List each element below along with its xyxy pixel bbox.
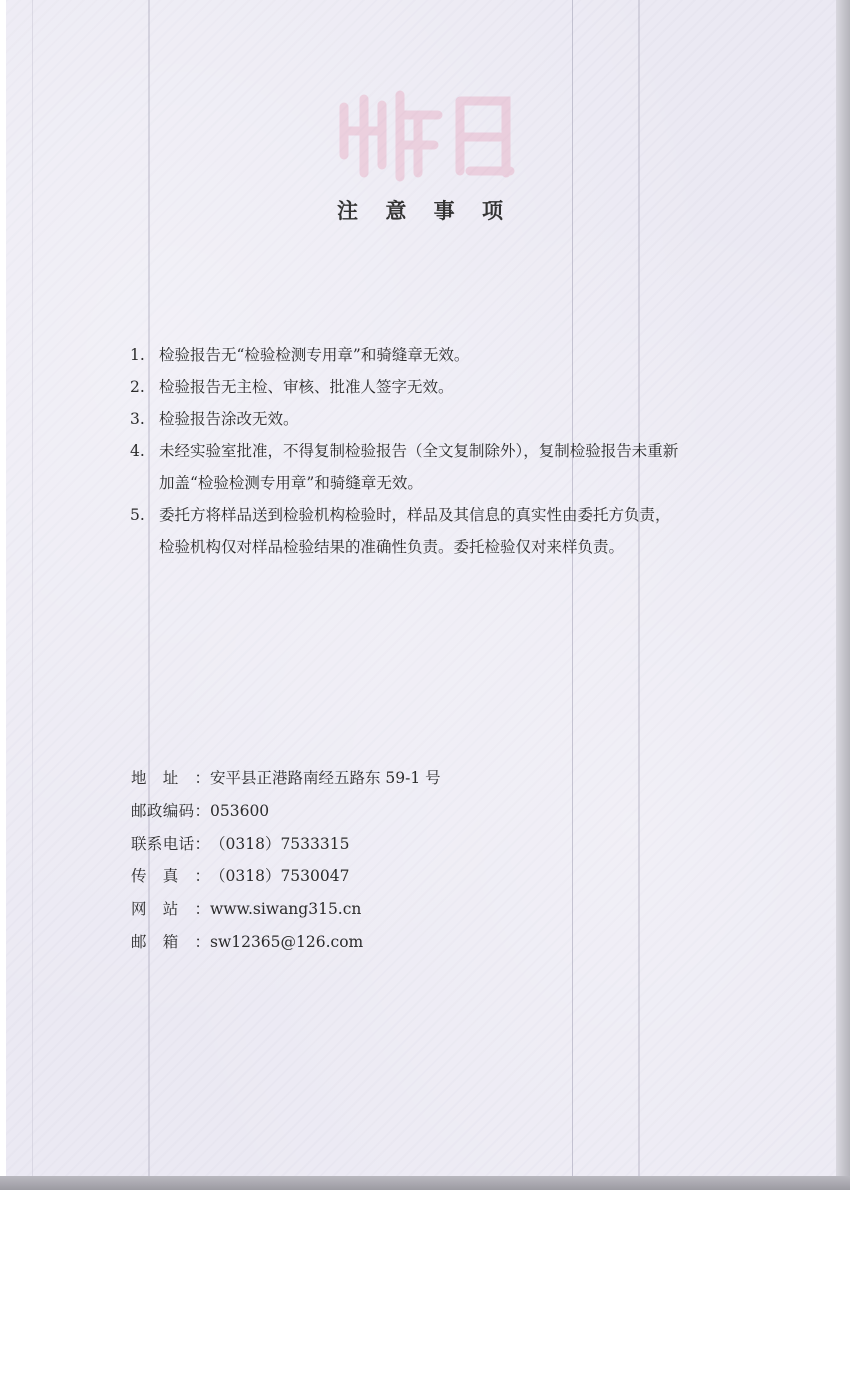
contact-row (131, 893, 441, 926)
paper-crease (148, 0, 150, 1176)
notice-number: 1. (130, 346, 145, 364)
contact-value: 053600 (210, 801, 270, 820)
notice-item (130, 403, 730, 435)
notice-text: 检验报告无主检、审核、批准人签字无效。 (159, 378, 454, 396)
contact-value: www.siwang315.cn (210, 900, 362, 919)
page-edge-shadow (0, 1176, 850, 1190)
notice-item (130, 435, 730, 499)
contact-row (131, 828, 441, 861)
contact-row (131, 860, 441, 893)
contact-value: （0318）7533315 (210, 834, 350, 853)
notice-number: 5. (130, 506, 145, 524)
notice-number: 4. (130, 442, 145, 460)
contact-label: 邮政编码： (131, 801, 210, 820)
paper-crease (572, 0, 573, 1176)
seal-bleed-through (330, 85, 520, 185)
notice-item (130, 499, 730, 563)
page-title: 注 意 事 项 (337, 199, 513, 223)
paper-crease (32, 0, 33, 1176)
notice-text: 检验报告无“检验检测专用章”和骑缝章无效。 (159, 346, 470, 364)
page-edge-shadow (836, 0, 850, 1190)
notice-item (130, 371, 730, 403)
contact-label: 邮箱： (131, 932, 210, 951)
notice-text: 未经实验室批准，不得复制检验报告（全文复制除外），复制检验报告未重新 (159, 442, 679, 460)
contact-label: 地址： (131, 769, 210, 787)
contact-row (131, 762, 441, 795)
notice-item (130, 339, 730, 371)
contact-label: 传真： (131, 867, 210, 886)
notice-number: 2. (130, 378, 145, 396)
notice-text: 检验机构仅对样品检验结果的准确性负责。委托检验仅对来样负责。 (159, 538, 625, 556)
contact-value: 安平县正港路南经五路东 59-1 号 (210, 769, 441, 787)
notice-number: 3. (130, 410, 145, 428)
notice-text: 检验报告涂改无效。 (159, 410, 299, 428)
contact-value: sw12365@126.com (210, 932, 364, 951)
contact-row (131, 795, 441, 828)
contact-row (131, 926, 441, 959)
contact-info (131, 762, 441, 959)
notice-list (130, 339, 730, 563)
notice-text: 委托方将样品送到检验机构检验时，样品及其信息的真实性由委托方负责， (159, 506, 671, 524)
notice-text: 加盖“检验检测专用章”和骑缝章无效。 (159, 474, 423, 492)
contact-value: （0318）7530047 (210, 867, 350, 886)
contact-label: 网站： (131, 900, 210, 919)
contact-label: 联系电话： (131, 834, 210, 853)
paper-crease (638, 0, 640, 1176)
